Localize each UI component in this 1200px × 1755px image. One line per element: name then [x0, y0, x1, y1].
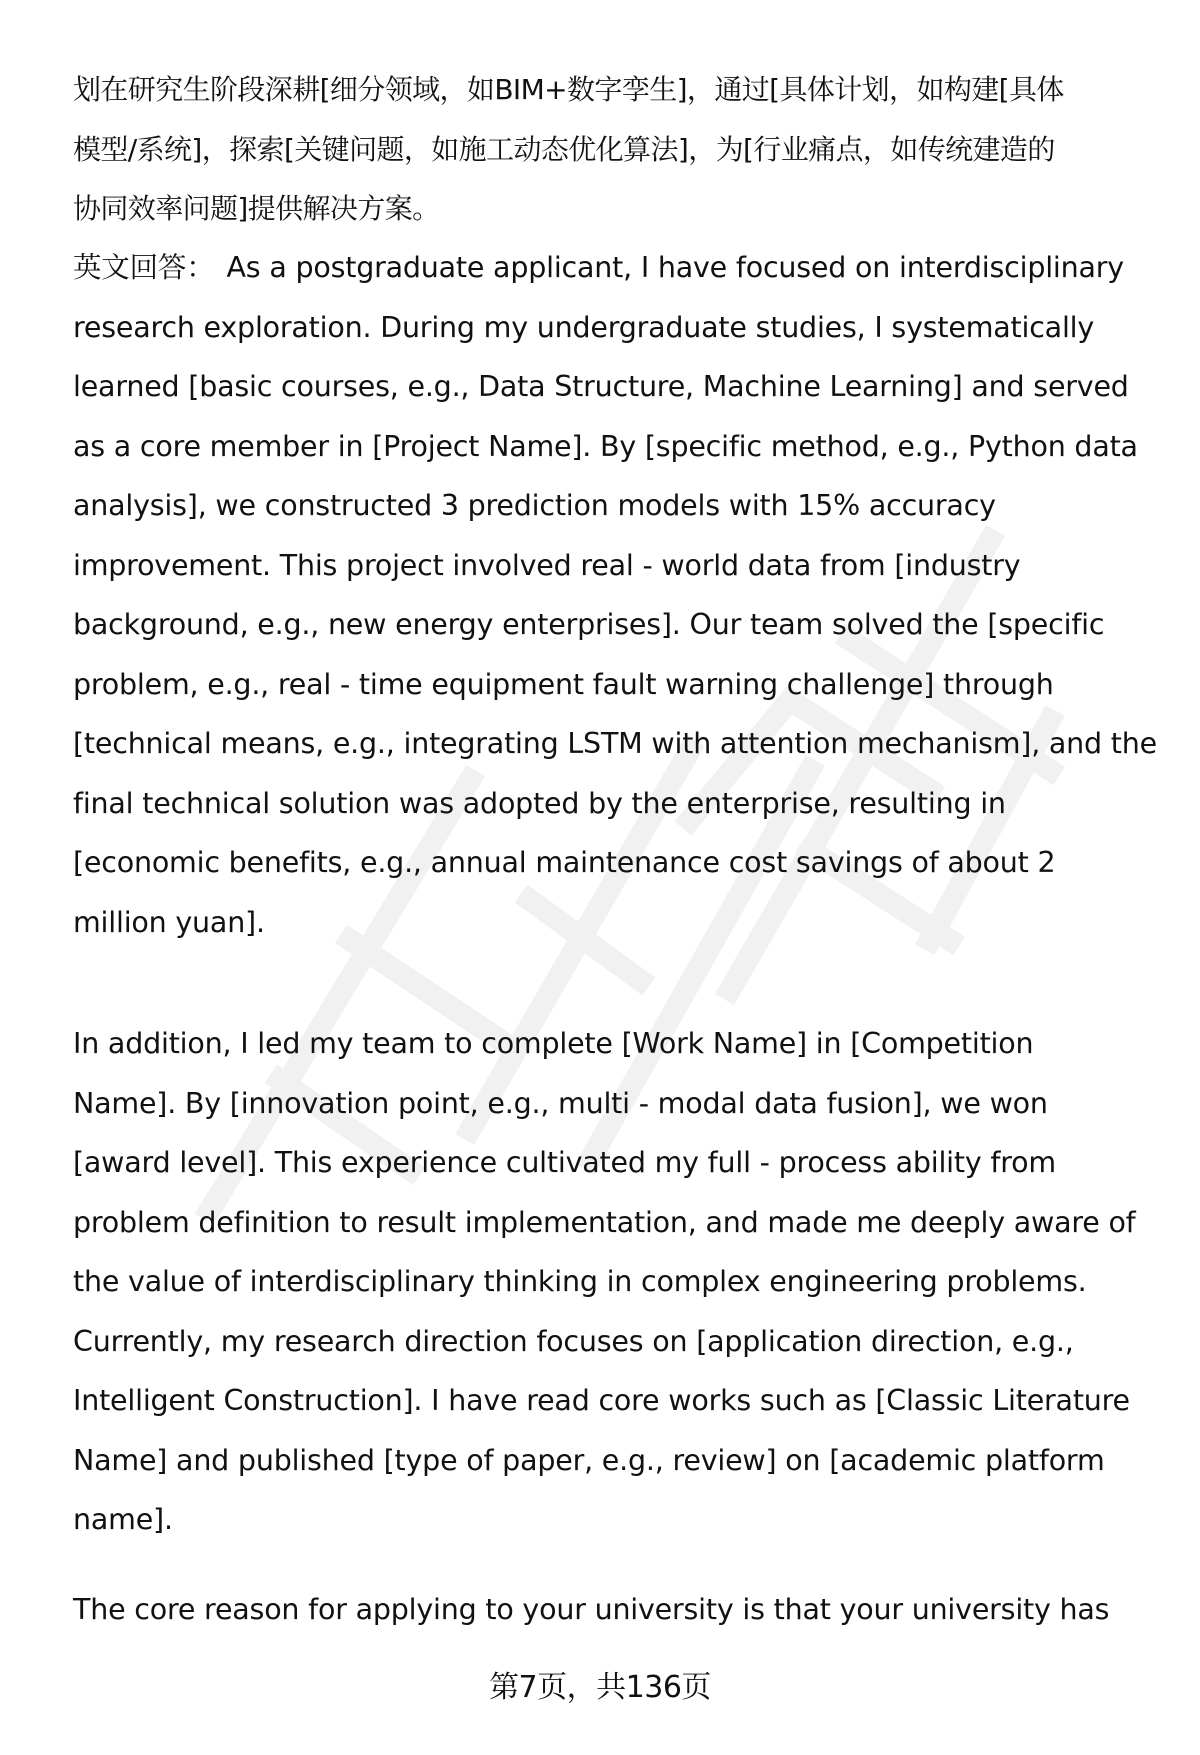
paragraph-zh-continuation [73, 60, 1064, 239]
text-line: 模型/系统]，探索[关键问题，如施工动态优化算法]，为[行业痛点，如传统建造的 [73, 132, 1055, 166]
text-line: [technical means, e.g., integrating LSTM with attention mechanism], and the [73, 727, 1157, 760]
text-line: The core reason for applying to your university is that your university has [73, 1593, 1110, 1626]
text-line: In addition, I led my team to complete [Work Name] in [Competition [73, 1027, 1034, 1060]
text-line: 划在研究生阶段深耕[细分领域，如BIM+数字孪生]，通过[具体计划，如构建[具体 [73, 73, 1064, 106]
text-line-content: As a postgraduate applicant, I have focused on interdisciplinary [226, 251, 1124, 284]
text-line: background, e.g., new energy enterprises]. Our team solved the [specific [73, 608, 1105, 641]
text-line: million yuan]. [73, 905, 265, 939]
text-line: the value of interdisciplinary thinking in complex engineering problems. [73, 1265, 1087, 1298]
paragraph-en-addition [73, 1014, 1136, 1550]
text-line: Name]. By [innovation point, e.g., multi - modal data fusion], we won [73, 1086, 1048, 1120]
text-line: learned [basic courses, e.g., Data Structure, Machine Learning] and served [73, 370, 1129, 403]
text-line [73, 238, 1157, 298]
text-line: problem, e.g., real - time equipment fault warning challenge] through [73, 667, 1054, 701]
paragraph-en-core-reason [73, 1580, 1109, 1640]
text-line: improvement. This project involved real - world data from [industry [73, 548, 1021, 582]
page-indicator: 第7页，共136页 [489, 1670, 711, 1705]
text-line: research exploration. During my undergraduate studies, I systematically [73, 310, 1095, 344]
text-line: as a core member in [Project Name]. By [specific method, e.g., Python data [73, 429, 1138, 463]
text-line: Name] and published [type of paper, e.g., review] on [academic platform [73, 1443, 1105, 1477]
text-line: [economic benefits, e.g., annual maintenance cost savings of about 2 [73, 846, 1056, 879]
text-line: name]. [73, 1503, 173, 1536]
paragraph-en-answer-intro [73, 238, 1157, 952]
text-line: analysis], we constructed 3 prediction models with 15% accuracy [73, 489, 996, 522]
text-line: Intelligent Construction]. I have read core works such as [Classic Literature [73, 1384, 1130, 1417]
text-line: final technical solution was adopted by the enterprise, resulting in [73, 786, 1006, 820]
text-line: problem definition to result implementation, and made me deeply aware of [73, 1205, 1136, 1239]
text-line: [award level]. This experience cultivated my full - process ability from [73, 1146, 1056, 1179]
text-line: 协同效率问题]提供解决方案。 [73, 192, 440, 225]
text-line: Currently, my research direction focuses on [application direction, e.g., [73, 1324, 1074, 1358]
answer-label: 英文回答： [73, 251, 215, 284]
